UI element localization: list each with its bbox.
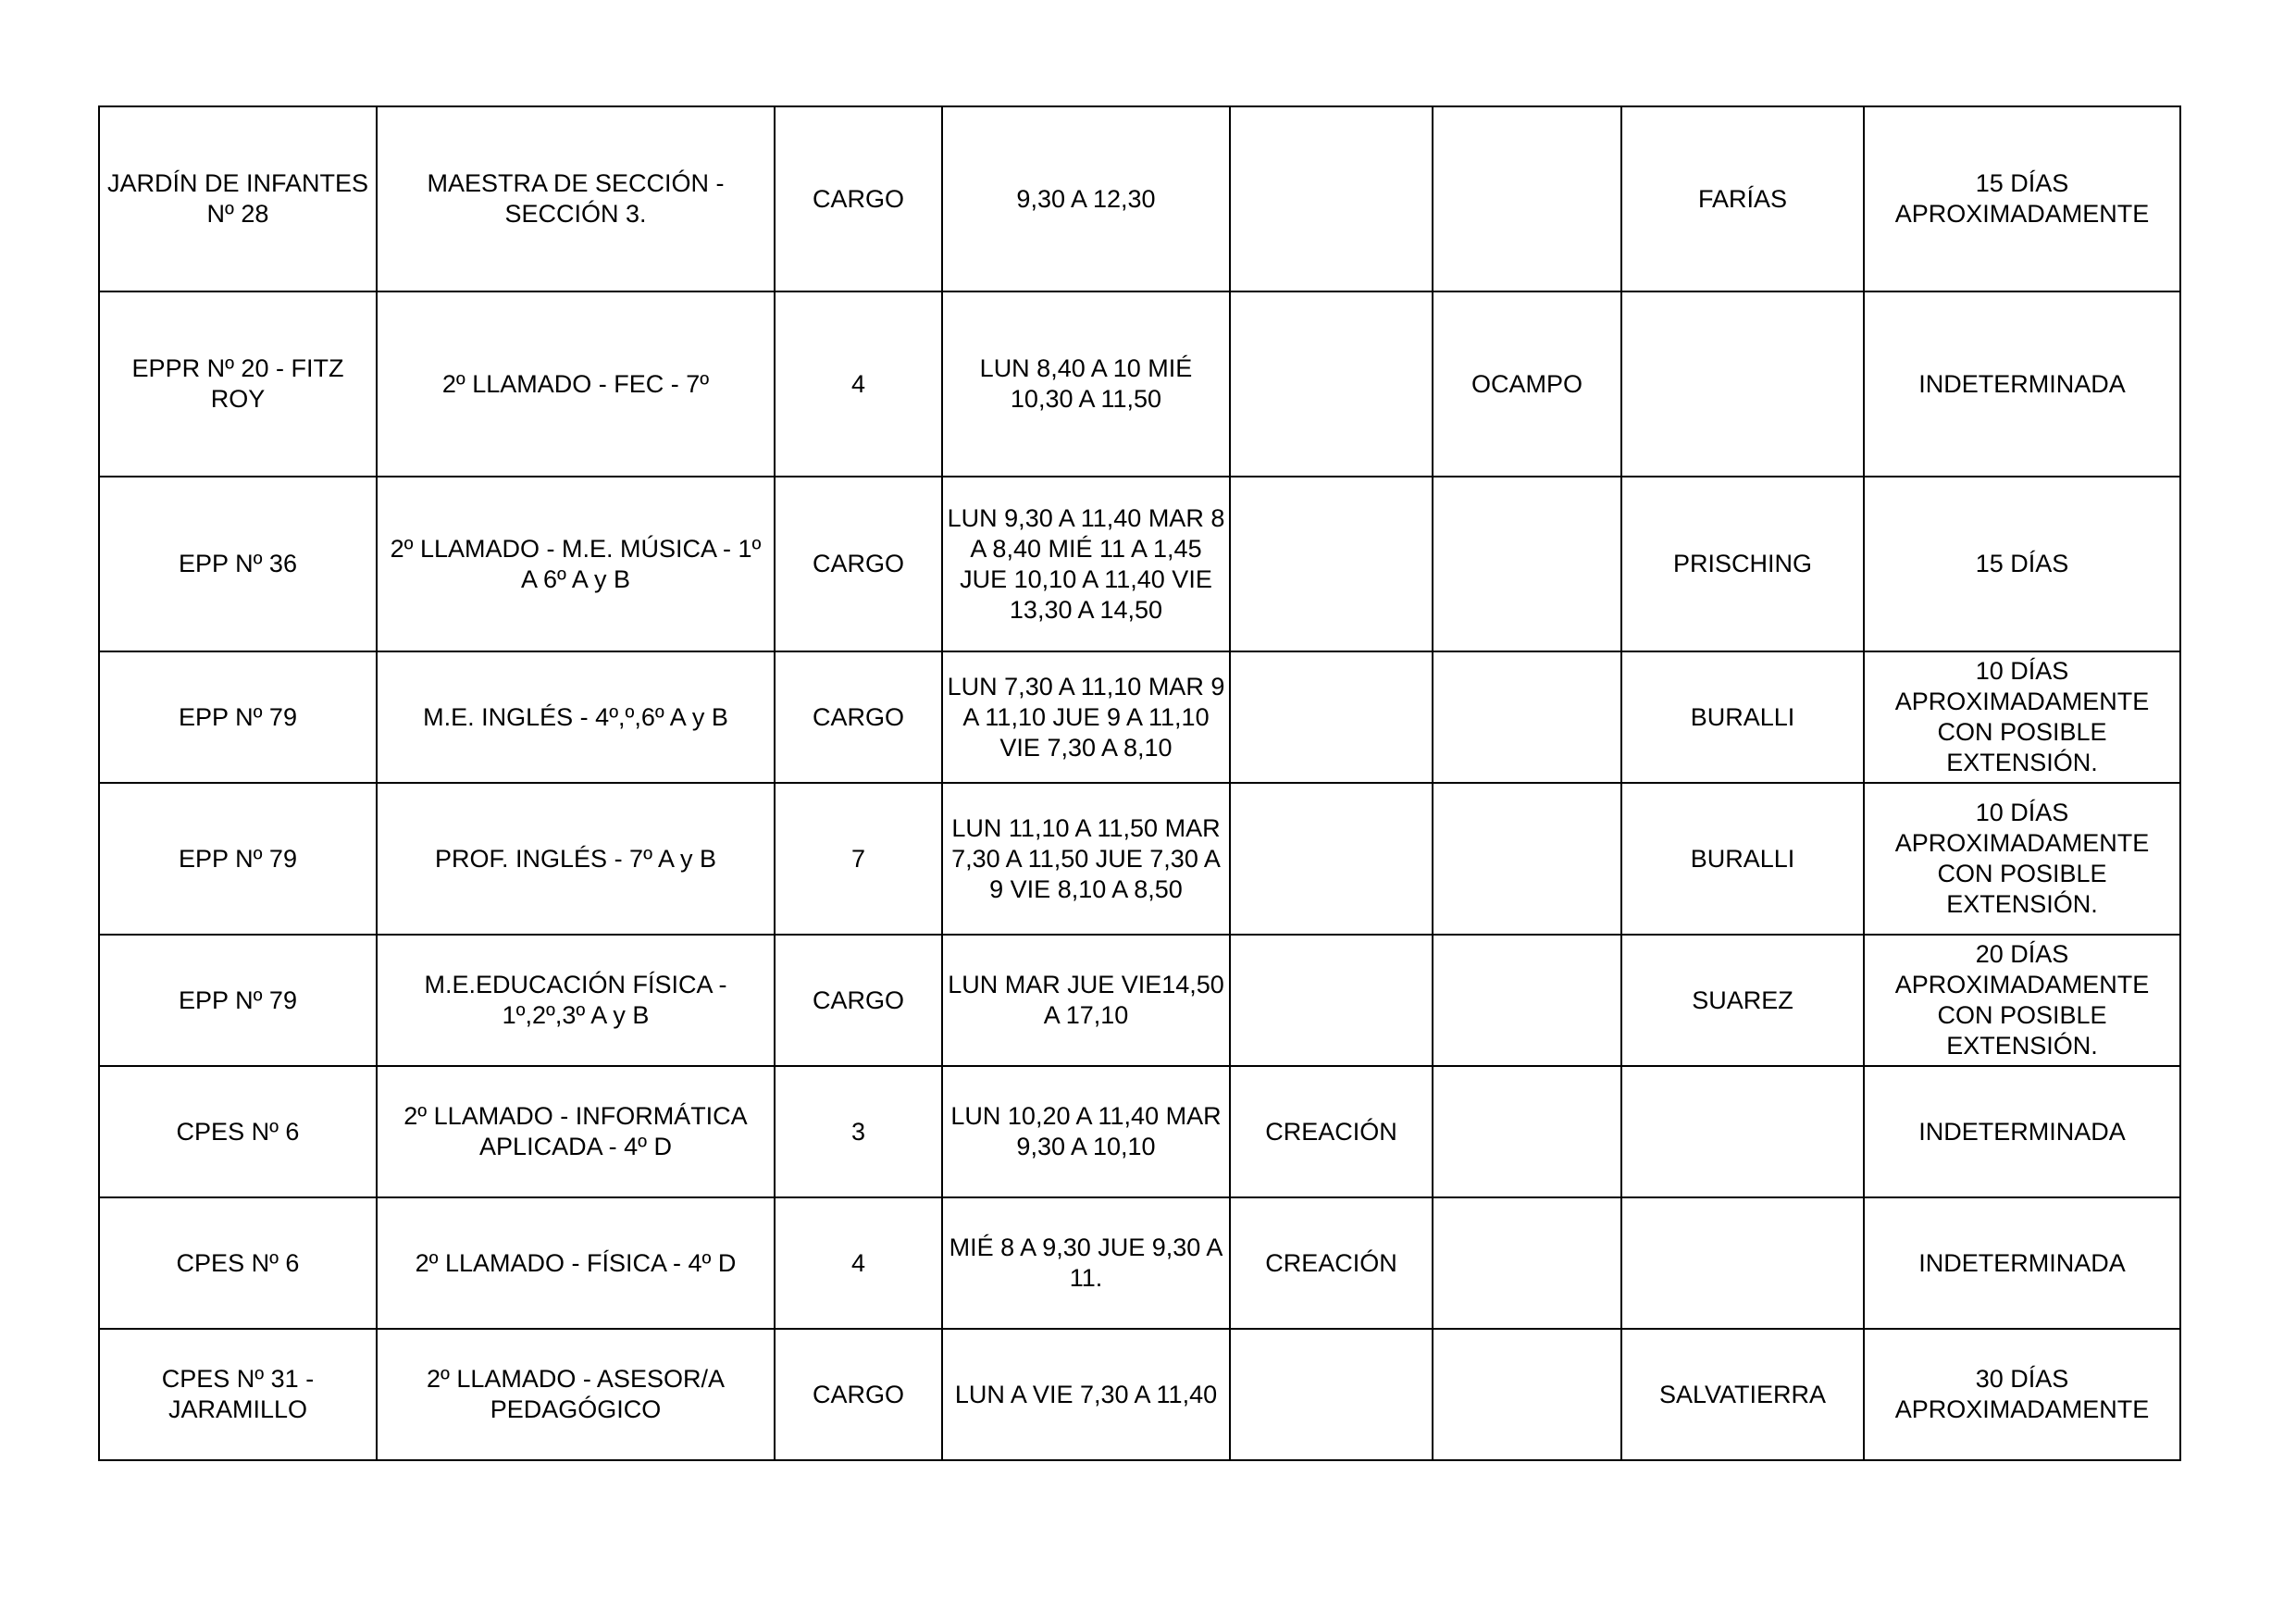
duration-cell: 10 DÍAS APROXIMADAMENTE CON POSIBLE EXTENSIÓN. [1864, 783, 2180, 935]
school-cell: CPES Nº 6 [99, 1066, 377, 1197]
table-row [99, 651, 2180, 783]
table-row [99, 1329, 2180, 1460]
vacancy-holder-cell [1433, 106, 1621, 291]
schedule-cell: 9,30 A 12,30 [942, 106, 1230, 291]
position-cell: 2º LLAMADO - FEC - 7º [377, 291, 775, 477]
table-row [99, 477, 2180, 651]
hours-cell: 4 [775, 1197, 942, 1329]
substitute-for-cell: BURALLI [1621, 783, 1864, 935]
vacancy-holder-cell [1433, 477, 1621, 651]
school-cell: EPPR Nº 20 - FITZ ROY [99, 291, 377, 477]
schedule-cell: LUN A VIE 7,30 A 11,40 [942, 1329, 1230, 1460]
hours-cell: CARGO [775, 651, 942, 783]
hours-cell: 7 [775, 783, 942, 935]
duration-cell: 15 DÍAS APROXIMADAMENTE [1864, 106, 2180, 291]
substitute-for-cell [1621, 1066, 1864, 1197]
duration-cell: 30 DÍAS APROXIMADAMENTE [1864, 1329, 2180, 1460]
reason-cell [1230, 291, 1433, 477]
hours-cell: CARGO [775, 106, 942, 291]
schedule-cell: MIÉ 8 A 9,30 JUE 9,30 A 11. [942, 1197, 1230, 1329]
school-cell: EPP Nº 79 [99, 935, 377, 1066]
vacancy-holder-cell: OCAMPO [1433, 291, 1621, 477]
schedule-cell: LUN MAR JUE VIE14,50 A 17,10 [942, 935, 1230, 1066]
duration-cell: 10 DÍAS APROXIMADAMENTE CON POSIBLE EXTENSIÓN. [1864, 651, 2180, 783]
position-cell: PROF. INGLÉS - 7º A y B [377, 783, 775, 935]
reason-cell [1230, 106, 1433, 291]
position-cell: 2º LLAMADO - FÍSICA - 4º D [377, 1197, 775, 1329]
duration-cell: INDETERMINADA [1864, 291, 2180, 477]
position-cell: M.E. INGLÉS - 4º,º,6º A y B [377, 651, 775, 783]
substitute-for-cell: SUAREZ [1621, 935, 1864, 1066]
reason-cell [1230, 783, 1433, 935]
vacancy-holder-cell [1433, 1066, 1621, 1197]
substitute-for-cell [1621, 291, 1864, 477]
reason-cell: CREACIÓN [1230, 1197, 1433, 1329]
substitute-for-cell [1621, 1197, 1864, 1329]
substitute-for-cell: FARÍAS [1621, 106, 1864, 291]
vacancy-holder-cell [1433, 1197, 1621, 1329]
table-row [99, 291, 2180, 477]
schedule-cell: LUN 7,30 A 11,10 MAR 9 A 11,10 JUE 9 A 11,10 VIE 7,30 A 8,10 [942, 651, 1230, 783]
substitute-for-cell: BURALLI [1621, 651, 1864, 783]
schedule-cell: LUN 10,20 A 11,40 MAR 9,30 A 10,10 [942, 1066, 1230, 1197]
school-cell: CPES Nº 31 - JARAMILLO [99, 1329, 377, 1460]
table-row [99, 106, 2180, 291]
school-cell: EPP Nº 79 [99, 783, 377, 935]
position-cell: M.E.EDUCACIÓN FÍSICA - 1º,2º,3º A y B [377, 935, 775, 1066]
position-cell: MAESTRA DE SECCIÓN - SECCIÓN 3. [377, 106, 775, 291]
hours-cell: CARGO [775, 477, 942, 651]
duration-cell: 20 DÍAS APROXIMADAMENTE CON POSIBLE EXTENSIÓN. [1864, 935, 2180, 1066]
reason-cell [1230, 477, 1433, 651]
table-row [99, 1066, 2180, 1197]
vacancy-holder-cell [1433, 1329, 1621, 1460]
position-cell: 2º LLAMADO - ASESOR/A PEDAGÓGICO [377, 1329, 775, 1460]
duration-cell: 15 DÍAS [1864, 477, 2180, 651]
substitute-for-cell: PRISCHING [1621, 477, 1864, 651]
reason-cell: CREACIÓN [1230, 1066, 1433, 1197]
school-cell: JARDÍN DE INFANTES Nº 28 [99, 106, 377, 291]
position-cell: 2º LLAMADO - M.E. MÚSICA - 1º A 6º A y B [377, 477, 775, 651]
school-cell: EPP Nº 36 [99, 477, 377, 651]
vacancy-holder-cell [1433, 651, 1621, 783]
position-cell: 2º LLAMADO - INFORMÁTICA APLICADA - 4º D [377, 1066, 775, 1197]
hours-cell: 4 [775, 291, 942, 477]
hours-cell: CARGO [775, 935, 942, 1066]
school-cell: EPP Nº 79 [99, 651, 377, 783]
hours-cell: CARGO [775, 1329, 942, 1460]
vacancy-holder-cell [1433, 935, 1621, 1066]
reason-cell [1230, 1329, 1433, 1460]
schedule-cell: LUN 11,10 A 11,50 MAR 7,30 A 11,50 JUE 7,30 A 9 VIE 8,10 A 8,50 [942, 783, 1230, 935]
table-row [99, 935, 2180, 1066]
duration-cell: INDETERMINADA [1864, 1066, 2180, 1197]
table-row [99, 783, 2180, 935]
schedule-cell: LUN 9,30 A 11,40 MAR 8 A 8,40 MIÉ 11 A 1,45 JUE 10,10 A 11,40 VIE 13,30 A 14,50 [942, 477, 1230, 651]
table-row [99, 1197, 2180, 1329]
duration-cell: INDETERMINADA [1864, 1197, 2180, 1329]
school-cell: CPES Nº 6 [99, 1197, 377, 1329]
reason-cell [1230, 935, 1433, 1066]
hours-cell: 3 [775, 1066, 942, 1197]
vacancy-holder-cell [1433, 783, 1621, 935]
schedule-cell: LUN 8,40 A 10 MIÉ 10,30 A 11,50 [942, 291, 1230, 477]
substitute-for-cell: SALVATIERRA [1621, 1329, 1864, 1460]
vacancies-table [98, 105, 2181, 1461]
reason-cell [1230, 651, 1433, 783]
